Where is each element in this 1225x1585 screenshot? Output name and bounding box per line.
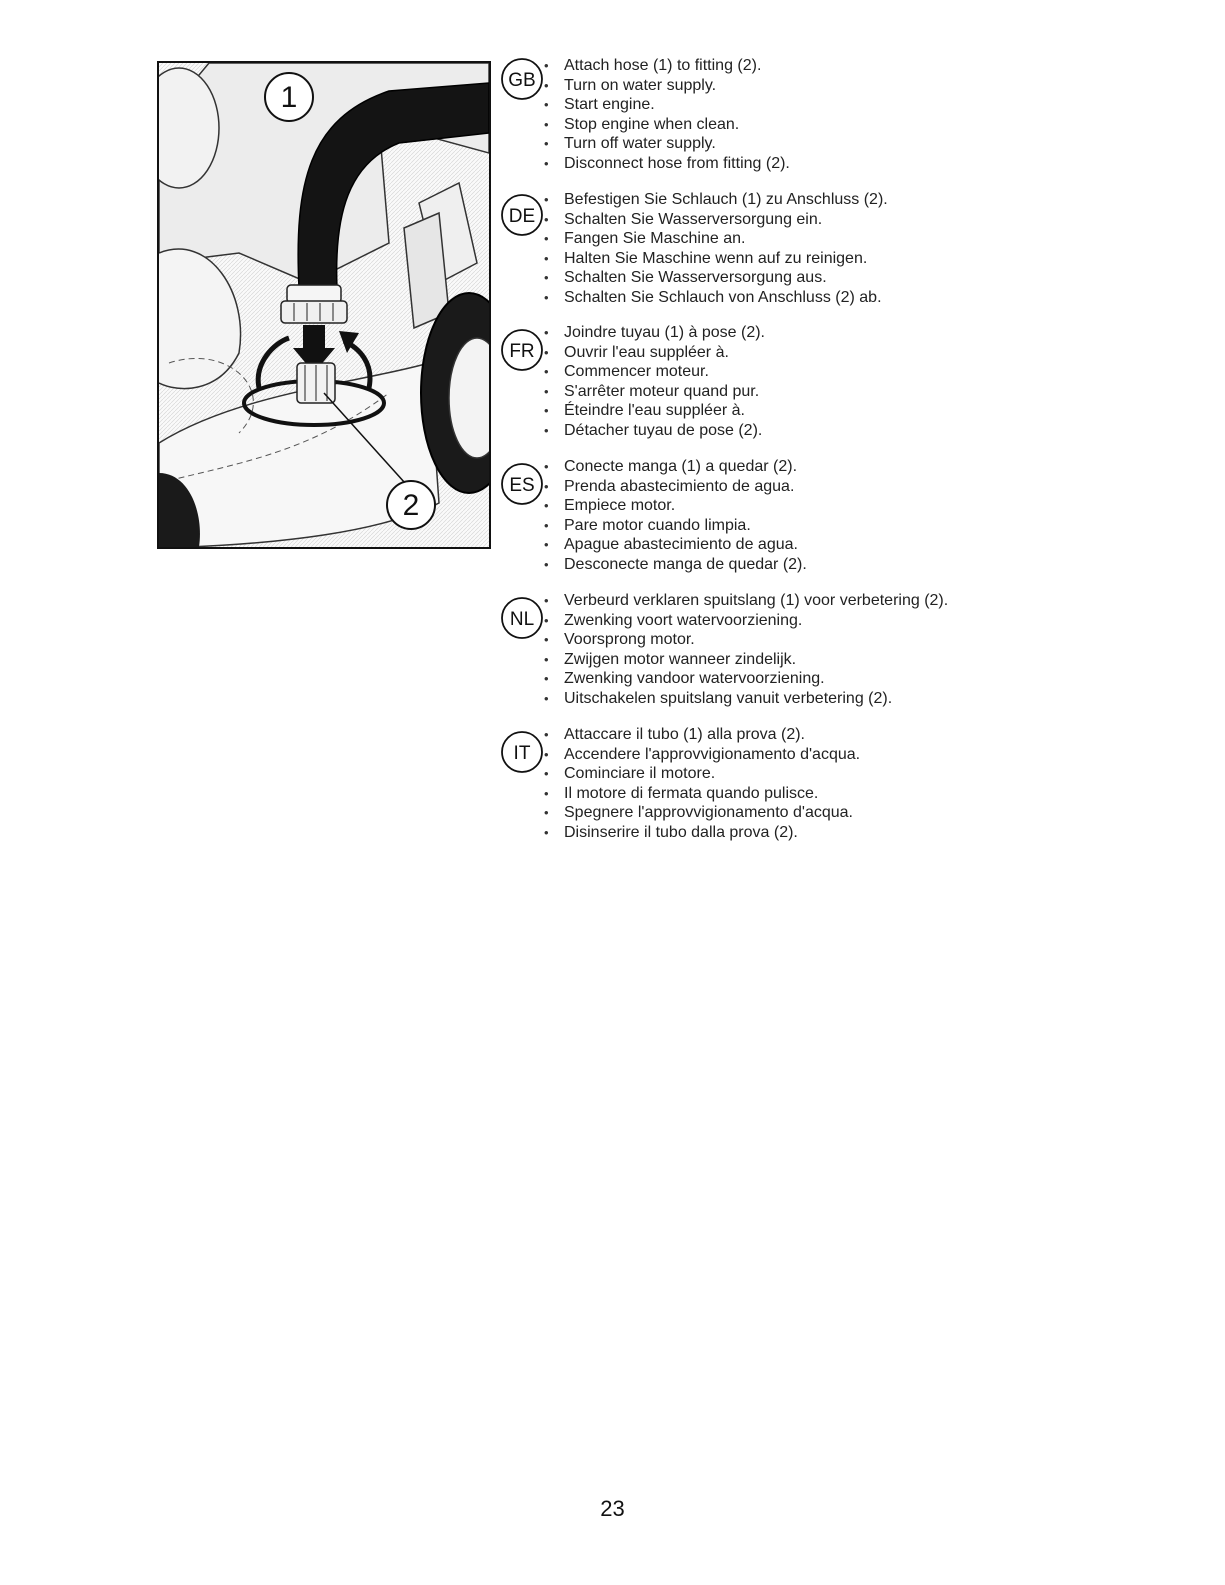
page-number: 23 — [600, 1496, 625, 1521]
list-item: • S'arrêter moteur quand pur. — [564, 382, 765, 402]
mower-hose-drawing — [159, 63, 489, 547]
callout-2 — [387, 481, 435, 529]
svg-text:DE: DE — [508, 206, 536, 227]
list-item: • Conecte manga (1) a quedar (2). — [564, 457, 807, 477]
list-item: • Stop engine when clean. — [564, 115, 790, 135]
list-item: • Turn on water supply. — [564, 76, 790, 96]
lang-badge-fr — [500, 328, 544, 372]
svg-text:GB: GB — [508, 70, 536, 91]
list-item: • Joindre tuyau (1) à pose (2). — [564, 323, 765, 343]
list-item: • Éteindre l'eau suppléer à. — [564, 401, 765, 421]
list-item: • Zwenking vandoor watervoorziening. — [564, 669, 948, 689]
list-item: • Desconecte manga de quedar (2). — [564, 555, 807, 575]
svg-text:1: 1 — [280, 81, 298, 114]
list-item: • Apague abastecimiento de agua. — [564, 535, 807, 555]
list-item: • Attach hose (1) to fitting (2). — [564, 56, 790, 76]
list-item: • Il motore di fermata quando pulisce. — [564, 784, 860, 804]
svg-text:ES: ES — [509, 475, 535, 496]
list-item: • Disinserire il tubo dalla prova (2). — [564, 823, 860, 843]
list-item: • Attaccare il tubo (1) alla prova (2). — [564, 725, 860, 745]
svg-text:IT: IT — [513, 743, 531, 764]
list-item: • Schalten Sie Schlauch von Anschluss (2) ab. — [564, 288, 888, 308]
list-item: • Halten Sie Maschine wenn auf zu reinigen. — [564, 249, 888, 269]
list-item: • Verbeurd verklaren spuitslang (1) voor verbetering (2). — [564, 591, 948, 611]
lang-badge-it — [500, 730, 544, 774]
list-item: • Befestigen Sie Schlauch (1) zu Anschluss (2). — [564, 190, 888, 210]
lang-badge-nl — [500, 596, 544, 640]
list-item: • Voorsprong motor. — [564, 630, 948, 650]
list-item: • Ouvrir l'eau suppléer à. — [564, 343, 765, 363]
list-item: • Uitschakelen spuitslang vanuit verbetering (2). — [564, 689, 948, 709]
lang-badge-de — [500, 193, 544, 237]
list-item: • Détacher tuyau de pose (2). — [564, 421, 765, 441]
steps-list-fr — [564, 323, 765, 441]
list-item: • Commencer moteur. — [564, 362, 765, 382]
list-item: • Cominciare il motore. — [564, 764, 860, 784]
hose-connection-illustration — [157, 61, 491, 549]
lang-badge-gb — [500, 57, 544, 101]
list-item: • Schalten Sie Wasserversorgung aus. — [564, 268, 888, 288]
list-item: • Zwijgen motor wanneer zindelijk. — [564, 650, 948, 670]
list-item: • Empiece motor. — [564, 496, 807, 516]
list-item: • Prenda abastecimiento de agua. — [564, 477, 807, 497]
list-item: • Accendere l'approvvigionamento d'acqua. — [564, 745, 860, 765]
list-item: • Fangen Sie Maschine an. — [564, 229, 888, 249]
lang-badge-es — [500, 462, 544, 506]
svg-text:2: 2 — [402, 489, 420, 522]
steps-list-gb — [564, 56, 790, 174]
list-item: • Start engine. — [564, 95, 790, 115]
steps-list-es — [564, 457, 807, 575]
list-item: • Spegnere l'approvvigionamento d'acqua. — [564, 803, 860, 823]
list-item: • Pare motor cuando limpia. — [564, 516, 807, 536]
list-item: • Schalten Sie Wasserversorgung ein. — [564, 210, 888, 230]
steps-list-it — [564, 725, 860, 843]
steps-list-nl — [564, 591, 948, 709]
list-item: • Disconnect hose from fitting (2). — [564, 154, 790, 174]
steps-list-de — [564, 190, 888, 308]
callout-1 — [265, 73, 313, 121]
svg-text:FR: FR — [509, 341, 535, 362]
svg-text:NL: NL — [509, 609, 535, 630]
list-item: • Zwenking voort watervoorziening. — [564, 611, 948, 631]
list-item: • Turn off water supply. — [564, 134, 790, 154]
